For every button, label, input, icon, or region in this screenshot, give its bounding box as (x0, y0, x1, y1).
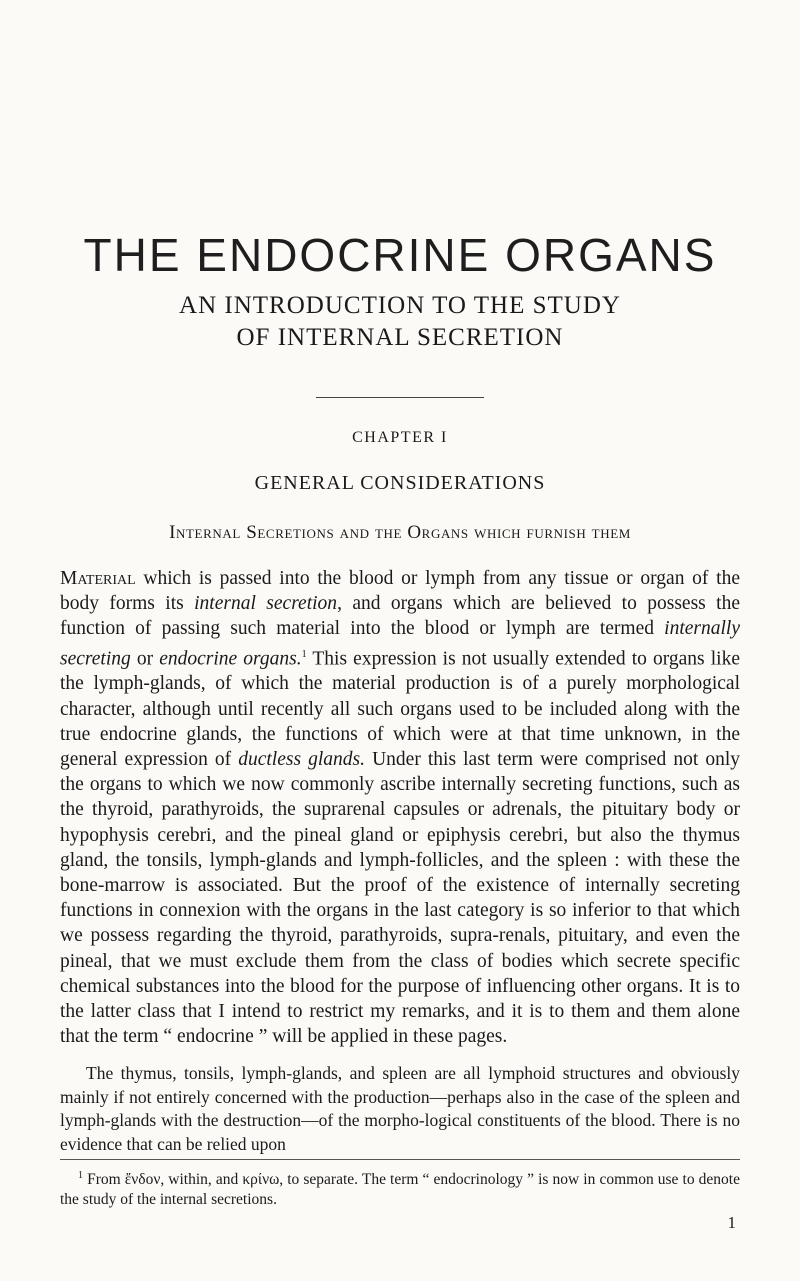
paragraph-lead-word: Material (60, 568, 136, 589)
page-number: 1 (727, 1213, 736, 1232)
footnote-reference: 1 (301, 648, 307, 660)
chapter-label: CHAPTER I (352, 429, 448, 446)
paragraph-1-text-c: or (130, 648, 160, 670)
section-heading: Internal Secretions and the Organs which furnish them (169, 522, 631, 543)
paragraph-1-text-b: , and organs which are believed to possess the function of passing such material into the blood or lymph are termed (60, 593, 740, 640)
subtitle-line-2: OF INTERNAL SECRETION (236, 324, 564, 351)
term-ductless-glands: ductless glands. (238, 748, 366, 770)
paragraph-2: The thymus, tonsils, lymph-glands, and spleen are all lymphoid structures and obviously mainly if not entirely concerned with the production—perhaps also in the case of the spleen and lymph-glands with the destruction—of the morpho-logical constituents of the blood. There is no evidence that can be relied upon (60, 1063, 740, 1154)
book-title: THE ENDOCRINE ORGANS (83, 229, 717, 281)
footnote-marker: 1 (78, 1170, 83, 1181)
book-subtitle (0, 290, 800, 354)
paragraph-1-text-d: This expression is not usually extended to organs like the lymph-glands, of which the material production is of a purely morphological character, although until recently all such organs used to be included along with the true endocrine glands, the functions of which were at that time unknown, in the general expression of (60, 648, 740, 770)
subtitle-line-1: AN INTRODUCTION TO THE STUDY (179, 292, 621, 319)
footnote (60, 1166, 740, 1210)
title-divider (316, 397, 484, 398)
paragraph-1-text-a: which is passed into the blood or lymph from any tissue or organ of the body forms its (60, 568, 740, 615)
term-internal-secretion: internal secretion (194, 593, 338, 615)
chapter-title: GENERAL CONSIDERATIONS (254, 472, 546, 494)
footnote-divider (60, 1159, 740, 1160)
paragraph-1-text-e: Under this last term were comprised not only the organs to which we now commonly ascribe internally secreting functions, such as the thyroid, parathyroids, the suprarenal capsules or adrenals, the pituitary body or hypophysis cerebri, and the pineal gland or epiphysis cerebri, but also the thymus gland, the tonsils, lymph-glands and lymph-follicles, and the spleen : with these the bone-marrow is associated. But the proof of the existence of internally secreting functions in connexion with the organs in the last category is so inferior to that which we possess regarding the thyroid, parathyroids, supra-renals, pituitary, and even the pineal, that we must exclude them from the class of bodies which secrete specific chemical substances into the blood for the purpose of influencing other organs. It is to the latter class that I intend to restrict my remarks, and it is to them and them alone that the term “ endocrine ” will be applied in these pages. (60, 748, 740, 1048)
paragraph-1 (60, 566, 740, 1049)
term-endocrine-organs: endocrine organs. (159, 648, 302, 670)
term-internally-secreting: internally secreting (60, 618, 740, 670)
footnote-text: From ἔνδον, within, and κρίνω, to separate. The term “ endocrinology ” is now in common use to denote the study of the internal secretions. (60, 1171, 740, 1209)
